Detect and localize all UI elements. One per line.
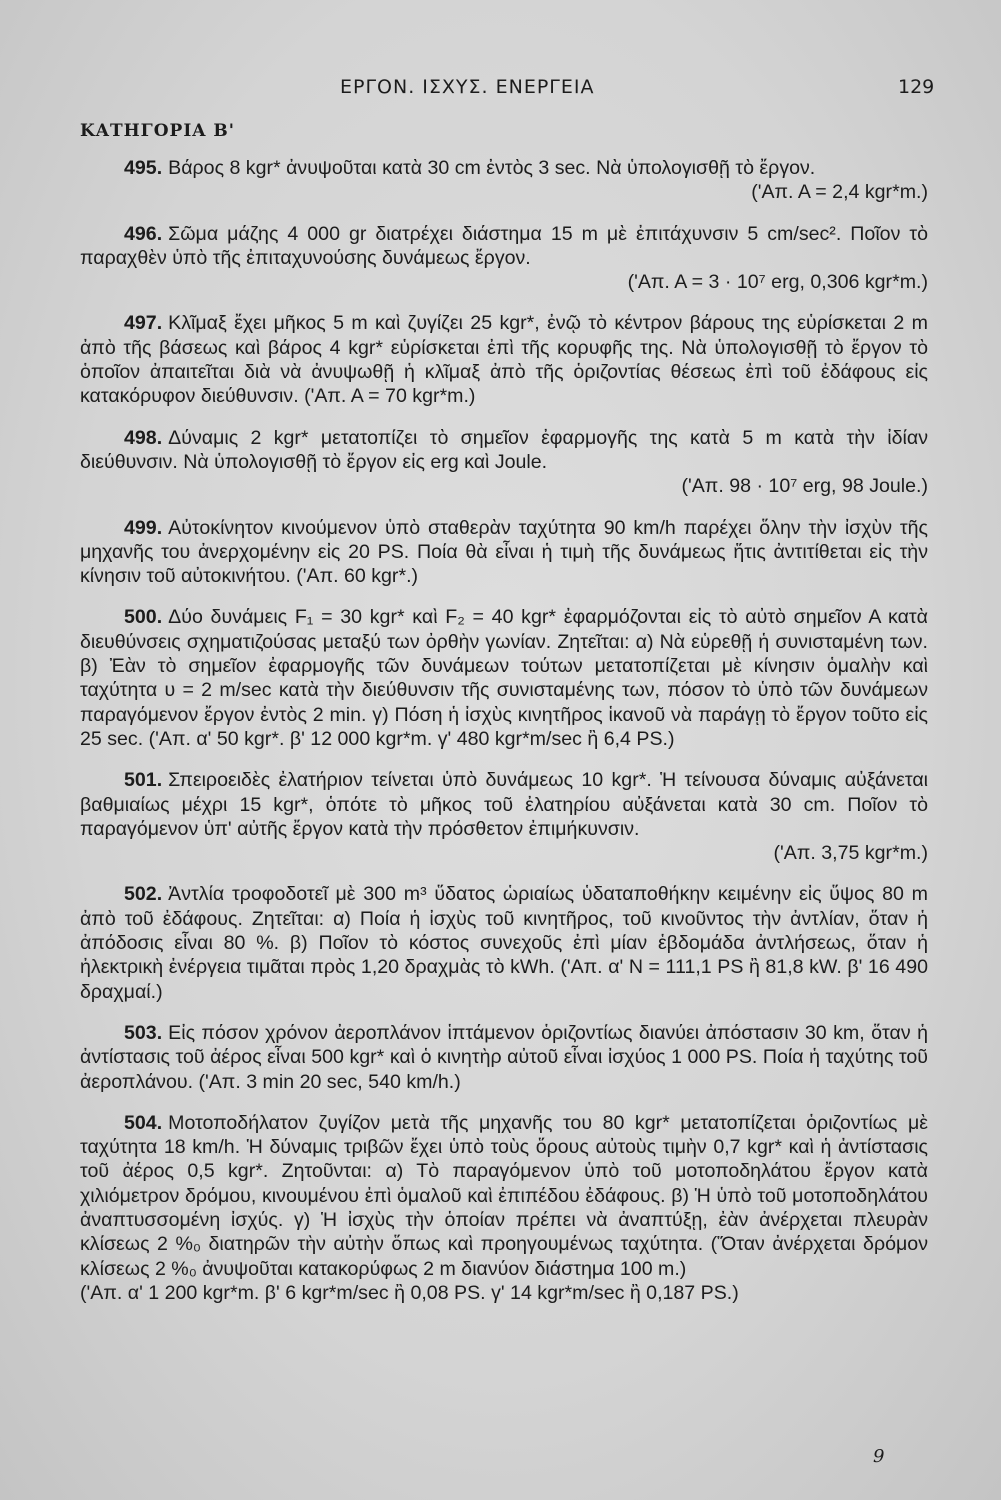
problem-number: 497.: [124, 312, 163, 335]
running-title: ΕΡΓΟΝ. ΙΣΧΥΣ. ΕΝΕΡΓΕΙΑ: [340, 76, 595, 98]
problem-number: 503.: [124, 1021, 163, 1044]
problem-number: 501.: [124, 769, 163, 792]
problem-text: [80, 605, 928, 751]
problem-answer: ('Απ. 98 · 10⁷ erg, 98 Joule.): [681, 475, 928, 498]
problem-number: 495.: [124, 157, 163, 179]
problem-number: 498.: [124, 426, 163, 449]
problem-text: [80, 882, 928, 1003]
problem-body: Μοτοποδήλατον ζυγίζον μετὰ τῆς μηχανῆς του 80 kgr* μετατοπίζεται ὁριζοντίως μὲ ταχύτητα 18 km/h. Ἡ δύναμις τριβῶν ἔχει ὑπὸ τοὺς ὅρους αὐτοὺς τιμὴν 0,7 kgr* καὶ ἡ ἀντίστασις τοῦ ἀέρος 0,5 kgr*. Ζητοῦνται: α) Τὸ παραγόμενον ὑπὸ τοῦ μοτοποδηλάτου ἔργον κατὰ χιλιόμετρον δρόμου, κινουμένου ἐπὶ ὁμαλοῦ καὶ ἐπιπέδου ἐδάφους. β) Ἡ ὑπὸ τοῦ μοτοποδηλάτου ἀναπτυσσομένη ἰσχύς. γ) Ἡ ἰσχὺς τὴν ὁποίαν πρέπει νὰ ἀναπτύξῃ, ἐὰν ἀνέρχεται πλευρὰν κλίσεως 2 %₀ διατηρῶν τὴν αὐτὴν ὅπως καὶ προηγουμένως ταχύτητα. (Ὅταν ἀνέρχεται δρόμον κλίσεως 2 %₀ ἀνυψοῦται κατακορύφως 2 m διανύον διάστημα 100 m.): [80, 1111, 928, 1280]
problem-496: [80, 222, 928, 295]
problem-498: [80, 426, 928, 499]
problem-body: Κλῖμαξ ἔχει μῆκος 5 m καὶ ζυγίζει 25 kgr*, ἐνῷ τὸ κέντρον βάρους της εὑρίσκεται 2 m ἀπὸ τῆς βάσεως καὶ βάρος 4 kgr* εὑρίσκεται ἐπὶ τῆς κορυφῆς της. Νὰ ὑπολογισθῇ τὸ ἔργον τὸ ὁποῖον ἀπαιτεῖται διὰ νὰ ἀνυψωθῇ ἡ κλῖμαξ ἀπὸ τῆς ὁριζοντίας θέσεως ἐπὶ τοῦ ἐδάφους εἰς κατακόρυφον διεύθυνσιν. ('Απ. Α = 70 kgr*m.): [80, 312, 928, 408]
problem-answer: ('Απ. α' 1 200 kgr*m. β' 6 kgr*m/sec ἢ 0,08 PS. γ' 14 kgr*m/sec ἢ 0,187 PS.): [80, 1281, 739, 1304]
problem-501: [80, 768, 928, 865]
problem-body: Δύο δυνάμεις F₁ = 30 kgr* καὶ F₂ = 40 kgr* ἐφαρμόζονται εἰς τὸ αὐτὸ σημεῖον Α κατὰ διευθύνσεις σχηματιζούσας μεταξύ των ὀρθὴν γωνίαν. Ζητεῖται: α) Νὰ εὑρεθῇ ἡ συνισταμένη των. β) Ἐὰν τὸ σημεῖον ἐφαρμογῆς τῶν δυνάμεων τούτων μετατοπίζεται μὲ κίνησιν ὁμαλὴν καὶ ταχύτητα υ = 2 m/sec κατὰ τὴν διεύθυνσιν τῆς συνισταμένης των, πόσον τὸ ὑπὸ τῶν δυνάμεων παραγόμενον ἔργον ἐντὸς 2 min. γ) Πόση ἡ ἰσχὺς κινητῆρος ἱκανοῦ νὰ παράγῃ τὸ ἔργον τοῦτο εἰς 25 sec. ('Απ. α' 50 kgr*. β' 12 000 kgr*m. γ' 480 kgr*m/sec ἢ 6,4 PS.): [80, 606, 928, 750]
running-head: [0, 76, 1001, 106]
problem-body: Ἀντλία τροφοδοτεῖ μὲ 300 m³ ὕδατος ὡριαίως ὑδαταποθήκην κειμένην εἰς ὕψος 80 m ἀπὸ τοῦ ἐδάφους. Ζητεῖται: α) Ποία ἡ ἰσχὺς τοῦ κινητῆρος, τοῦ κινοῦντος τὴν ἀντλίαν, ὅταν ἡ ἀπόδοσις εἶναι 80 %. β) Ποῖον τὸ κόστος συνεχοῦς ἐπὶ μίαν ἑβδομάδα ἀντλήσεως, ὅταν ἡ ἠλεκτρικὴ ἐνέργεια τιμᾶται πρὸς 1,20 δραχμὰς τὸ kWh. ('Απ. α' Ν = 111,1 PS ἢ 81,8 kW. β' 16 490 δραχμαί.): [80, 883, 928, 1003]
problem-text: [80, 156, 928, 180]
page-number: 129: [898, 76, 935, 98]
problem-text: [80, 768, 928, 841]
problem-body: Σπειροειδὲς ἐλατήριον τείνεται ὑπὸ δυνάμεως 10 kgr*. Ἡ τείνουσα δύναμις αὐξάνεται βαθμιαίως μέχρι 15 kgr*, ὁπότε τὸ μῆκος τοῦ ἐλατηρίου αὐξάνεται κατὰ 30 cm. Ποῖον τὸ παραγόμενον ὑπ' αὐτῆς ἔργον κατὰ τὴν πρόσθετον ἐπιμήκυνσιν.: [80, 769, 928, 840]
problem-number: 496.: [124, 222, 163, 245]
problem-text: [80, 1111, 928, 1281]
category-heading: ΚΑΤΗΓΟΡΙΑ Β': [80, 121, 235, 141]
problem-answer: ('Απ. Α = 3 · 10⁷ erg, 0,306 kgr*m.): [627, 271, 928, 294]
problem-504: [80, 1111, 928, 1305]
problem-number: 502.: [124, 883, 163, 906]
problem-body: Εἰς πόσον χρόνον ἀεροπλάνον ἱπτάμενον ὁριζοντίως διανύει ἀπόστασιν 30 km, ὅταν ἡ ἀντίστασις τοῦ ἀέρος εἶναι 500 kgr* καὶ ὁ κινητὴρ αὐτοῦ εἶναι ἰσχύος 1 000 PS. Ποία ἡ ταχύτης τοῦ ἀεροπλάνου. ('Απ. 3 min 20 sec, 540 km/h.): [80, 1021, 928, 1093]
problem-500: [80, 605, 928, 751]
problems-list: [80, 156, 928, 1322]
problem-text: [80, 222, 928, 271]
problem-text: [80, 516, 928, 589]
problem-answer: ('Απ. Α = 2,4 kgr*m.): [751, 181, 928, 204]
problem-body: Σῶμα μάζης 4 000 gr διατρέχει διάστημα 15 m μὲ ἐπιτάχυνσιν 5 cm/sec². Ποῖον τὸ παραχθὲν ὑπὸ τῆς ἐπιταχυνούσης δυνάμεως ἔργον.: [80, 222, 928, 269]
problem-number: 499.: [124, 516, 163, 539]
problem-497: [80, 311, 928, 408]
problem-text: [80, 311, 928, 408]
problem-number: 500.: [124, 606, 163, 629]
problem-body: Αὐτοκίνητον κινούμενον ὑπὸ σταθερὰν ταχύτητα 90 km/h παρέχει ὅλην τὴν ἰσχὺν τῆς μηχανῆς του ἀνερχομένην εἰς 20 PS. Ποία θὰ εἶναι ἡ τιμὴ τῆς δυνάμεως ἥτις ἀντιτίθεται εἰς τὴν κίνησιν τοῦ αὐτοκινήτου. ('Απ. 60 kgr*.): [80, 516, 928, 588]
problem-body: Βάρος 8 kgr* ἀνυψοῦται κατὰ 30 cm ἐντὸς 3 sec. Νὰ ὑπολογισθῇ τὸ ἔργον.: [168, 157, 816, 179]
problem-503: [80, 1021, 928, 1094]
problem-502: [80, 882, 928, 1003]
problem-text: [80, 426, 928, 475]
problem-number: 504.: [124, 1111, 163, 1134]
problem-body: Δύναμις 2 kgr* μετατοπίζει τὸ σημεῖον ἐφαρμογῆς της κατὰ 5 m κατὰ τὴν ἰδίαν διεύθυνσιν. Νὰ ὑπολογισθῇ τὸ ἔργον εἰς erg καὶ Joule.: [80, 426, 928, 473]
problem-answer: ('Απ. 3,75 kgr*m.): [773, 842, 928, 865]
problem-495: [80, 156, 928, 205]
printer-signature-mark: 9: [873, 1446, 885, 1467]
problem-text: [80, 1021, 928, 1094]
problem-499: [80, 516, 928, 589]
